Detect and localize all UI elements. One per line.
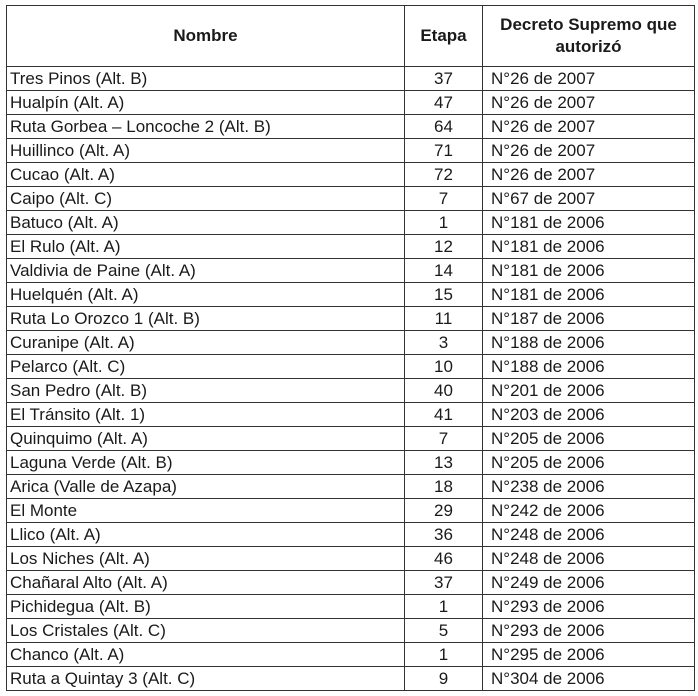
- row-etapa-cell: 15: [405, 283, 483, 307]
- row-decreto-cell: N°238 de 2006: [483, 475, 695, 499]
- row-name-cell: Huillinco (Alt. A): [7, 139, 405, 163]
- row-decreto-cell: N°293 de 2006: [483, 595, 695, 619]
- table-row: [7, 643, 695, 667]
- row-decreto-cell: N°188 de 2006: [483, 355, 695, 379]
- row-etapa-cell: 29: [405, 499, 483, 523]
- row-name-cell: El Tránsito (Alt. 1): [7, 403, 405, 427]
- header-nombre: Nombre: [7, 6, 405, 67]
- row-decreto-cell: N°187 de 2006: [483, 307, 695, 331]
- table-body: [7, 67, 695, 691]
- row-etapa-cell: 12: [405, 235, 483, 259]
- row-etapa-cell: 14: [405, 259, 483, 283]
- row-decreto-cell: N°293 de 2006: [483, 619, 695, 643]
- row-decreto-cell: N°26 de 2007: [483, 91, 695, 115]
- row-etapa-cell: 5: [405, 619, 483, 643]
- row-decreto-cell: N°26 de 2007: [483, 115, 695, 139]
- table-row: [7, 259, 695, 283]
- row-decreto-cell: N°181 de 2006: [483, 283, 695, 307]
- row-name-cell: Caipo (Alt. C): [7, 187, 405, 211]
- row-etapa-cell: 36: [405, 523, 483, 547]
- table-row: [7, 211, 695, 235]
- row-name-cell: Ruta Gorbea – Loncoche 2 (Alt. B): [7, 115, 405, 139]
- row-etapa-cell: 47: [405, 91, 483, 115]
- row-decreto-cell: N°249 de 2006: [483, 571, 695, 595]
- row-decreto-cell: N°181 de 2006: [483, 235, 695, 259]
- row-name-cell: Los Cristales (Alt. C): [7, 619, 405, 643]
- row-decreto-cell: N°205 de 2006: [483, 427, 695, 451]
- row-name-cell: Curanipe (Alt. A): [7, 331, 405, 355]
- row-decreto-cell: N°201 de 2006: [483, 379, 695, 403]
- row-name-cell: Pelarco (Alt. C): [7, 355, 405, 379]
- decree-table: [6, 5, 695, 691]
- row-decreto-cell: N°181 de 2006: [483, 211, 695, 235]
- row-decreto-cell: N°248 de 2006: [483, 523, 695, 547]
- table-row: [7, 499, 695, 523]
- row-etapa-cell: 72: [405, 163, 483, 187]
- table-row: [7, 115, 695, 139]
- row-decreto-cell: N°26 de 2007: [483, 139, 695, 163]
- row-decreto-cell: N°67 de 2007: [483, 187, 695, 211]
- header-etapa: Etapa: [405, 6, 483, 67]
- table-row: [7, 307, 695, 331]
- row-etapa-cell: 7: [405, 427, 483, 451]
- row-etapa-cell: 7: [405, 187, 483, 211]
- table-row: [7, 547, 695, 571]
- row-etapa-cell: 13: [405, 451, 483, 475]
- table-row: [7, 427, 695, 451]
- row-etapa-cell: 1: [405, 595, 483, 619]
- row-etapa-cell: 3: [405, 331, 483, 355]
- row-decreto-cell: N°205 de 2006: [483, 451, 695, 475]
- table-row: [7, 355, 695, 379]
- row-name-cell: Ruta a Quintay 3 (Alt. C): [7, 667, 405, 691]
- row-etapa-cell: 18: [405, 475, 483, 499]
- header-decreto: Decreto Supremo que autorizó: [483, 6, 695, 67]
- table-row: [7, 139, 695, 163]
- row-name-cell: Llico (Alt. A): [7, 523, 405, 547]
- table-row: [7, 91, 695, 115]
- row-name-cell: Chanco (Alt. A): [7, 643, 405, 667]
- row-etapa-cell: 10: [405, 355, 483, 379]
- row-etapa-cell: 1: [405, 211, 483, 235]
- row-name-cell: Arica (Valle de Azapa): [7, 475, 405, 499]
- row-decreto-cell: N°242 de 2006: [483, 499, 695, 523]
- table-row: [7, 571, 695, 595]
- table-row: [7, 619, 695, 643]
- row-name-cell: Valdivia de Paine (Alt. A): [7, 259, 405, 283]
- row-etapa-cell: 9: [405, 667, 483, 691]
- row-name-cell: San Pedro (Alt. B): [7, 379, 405, 403]
- row-name-cell: Tres Pinos (Alt. B): [7, 67, 405, 91]
- row-name-cell: Huelquén (Alt. A): [7, 283, 405, 307]
- table-row: [7, 235, 695, 259]
- table-row: [7, 379, 695, 403]
- row-name-cell: Cucao (Alt. A): [7, 163, 405, 187]
- row-etapa-cell: 71: [405, 139, 483, 163]
- table-header-row: [7, 6, 695, 67]
- row-decreto-cell: N°203 de 2006: [483, 403, 695, 427]
- row-decreto-cell: N°26 de 2007: [483, 67, 695, 91]
- table-row: [7, 667, 695, 691]
- row-name-cell: Laguna Verde (Alt. B): [7, 451, 405, 475]
- row-etapa-cell: 40: [405, 379, 483, 403]
- row-etapa-cell: 37: [405, 571, 483, 595]
- row-name-cell: Quinquimo (Alt. A): [7, 427, 405, 451]
- row-etapa-cell: 11: [405, 307, 483, 331]
- row-decreto-cell: N°26 de 2007: [483, 163, 695, 187]
- row-decreto-cell: N°188 de 2006: [483, 331, 695, 355]
- table-row: [7, 67, 695, 91]
- row-decreto-cell: N°295 de 2006: [483, 643, 695, 667]
- row-etapa-cell: 41: [405, 403, 483, 427]
- row-etapa-cell: 46: [405, 547, 483, 571]
- table-row: [7, 283, 695, 307]
- row-etapa-cell: 64: [405, 115, 483, 139]
- table-row: [7, 595, 695, 619]
- row-name-cell: El Rulo (Alt. A): [7, 235, 405, 259]
- table-row: [7, 451, 695, 475]
- table-row: [7, 187, 695, 211]
- table-row: [7, 163, 695, 187]
- row-name-cell: Batuco (Alt. A): [7, 211, 405, 235]
- row-name-cell: Hualpín (Alt. A): [7, 91, 405, 115]
- row-decreto-cell: N°181 de 2006: [483, 259, 695, 283]
- row-etapa-cell: 37: [405, 67, 483, 91]
- row-decreto-cell: N°304 de 2006: [483, 667, 695, 691]
- row-name-cell: Pichidegua (Alt. B): [7, 595, 405, 619]
- table-row: [7, 403, 695, 427]
- row-decreto-cell: N°248 de 2006: [483, 547, 695, 571]
- row-name-cell: Ruta Lo Orozco 1 (Alt. B): [7, 307, 405, 331]
- table-row: [7, 475, 695, 499]
- row-name-cell: Chañaral Alto (Alt. A): [7, 571, 405, 595]
- row-name-cell: Los Niches (Alt. A): [7, 547, 405, 571]
- row-name-cell: El Monte: [7, 499, 405, 523]
- row-etapa-cell: 1: [405, 643, 483, 667]
- table-row: [7, 331, 695, 355]
- table-row: [7, 523, 695, 547]
